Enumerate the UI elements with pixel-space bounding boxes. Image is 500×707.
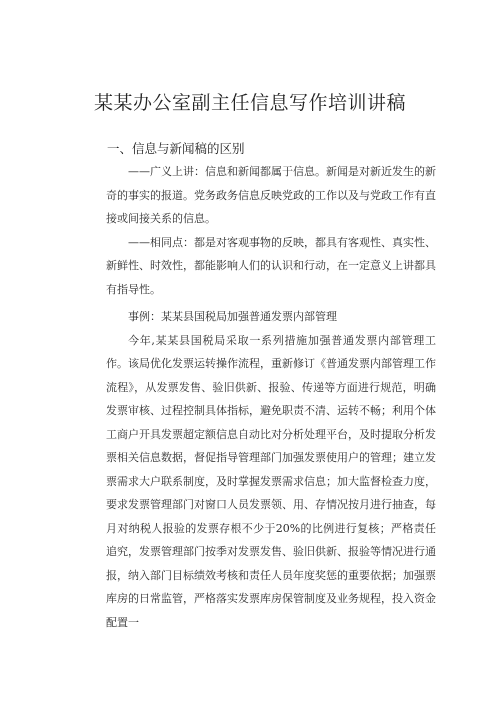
section-heading: 一、信息与新闻稿的区别 [107,141,245,156]
paragraph-example-title: 事例：某某县国税局加强普通发票内部管理 [128,310,337,323]
paragraph-definition: ——广义上讲：信息和新闻都属于信息。新闻是对新近发生的新奇的事实的报道。党务政务信息反映党政的工作以及与党政工作有直接或间接关系的信息。 [106,165,436,225]
body-text [106,160,436,634]
document-title: 某某办公室副主任信息写作培训讲稿 [93,92,406,114]
paragraph-example-body: 今年,某某县国税局采取一系列措施加强普通发票内部管理工作。该局优化发票运转操作流程，重新修订《普通发票内部管理工作流程》，从发票发售、验旧供新、报验、传递等方面进行规范，明确发票审核、过程控制具体指标，避免职责不清、运转不畅；利用个体工商户开具发票超定额信息自动比对分析处理平台，及时提取分析发票相关信息数据，督促指导管理部门加强发票使用户的管理；建立发票需求大户联系制度，及时掌握发票需求信息；加大监督检查力度，要求发票管理部门对窗口人员发票领、用、存情况按月进行抽查，每月对纳税人报验的发票存根不少于20%的比例进行复核；严格责任追究，发票管理部门按季对发票发售、验旧供新、报验等情况进行通报，纳入部门目标绩效考核和责任人员年度奖惩的重要依据；加强票库房的日常监管，严格落实发票库房保管制度及业务规程，投入资金配置一 [106,333,436,629]
paragraph-similarity: ——相同点：都是对客观事物的反映，都具有客观性、真实性、新鲜性、时效性，都能影响人们的认识和行动，在一定意义上讲都具有指导性。 [106,235,436,296]
